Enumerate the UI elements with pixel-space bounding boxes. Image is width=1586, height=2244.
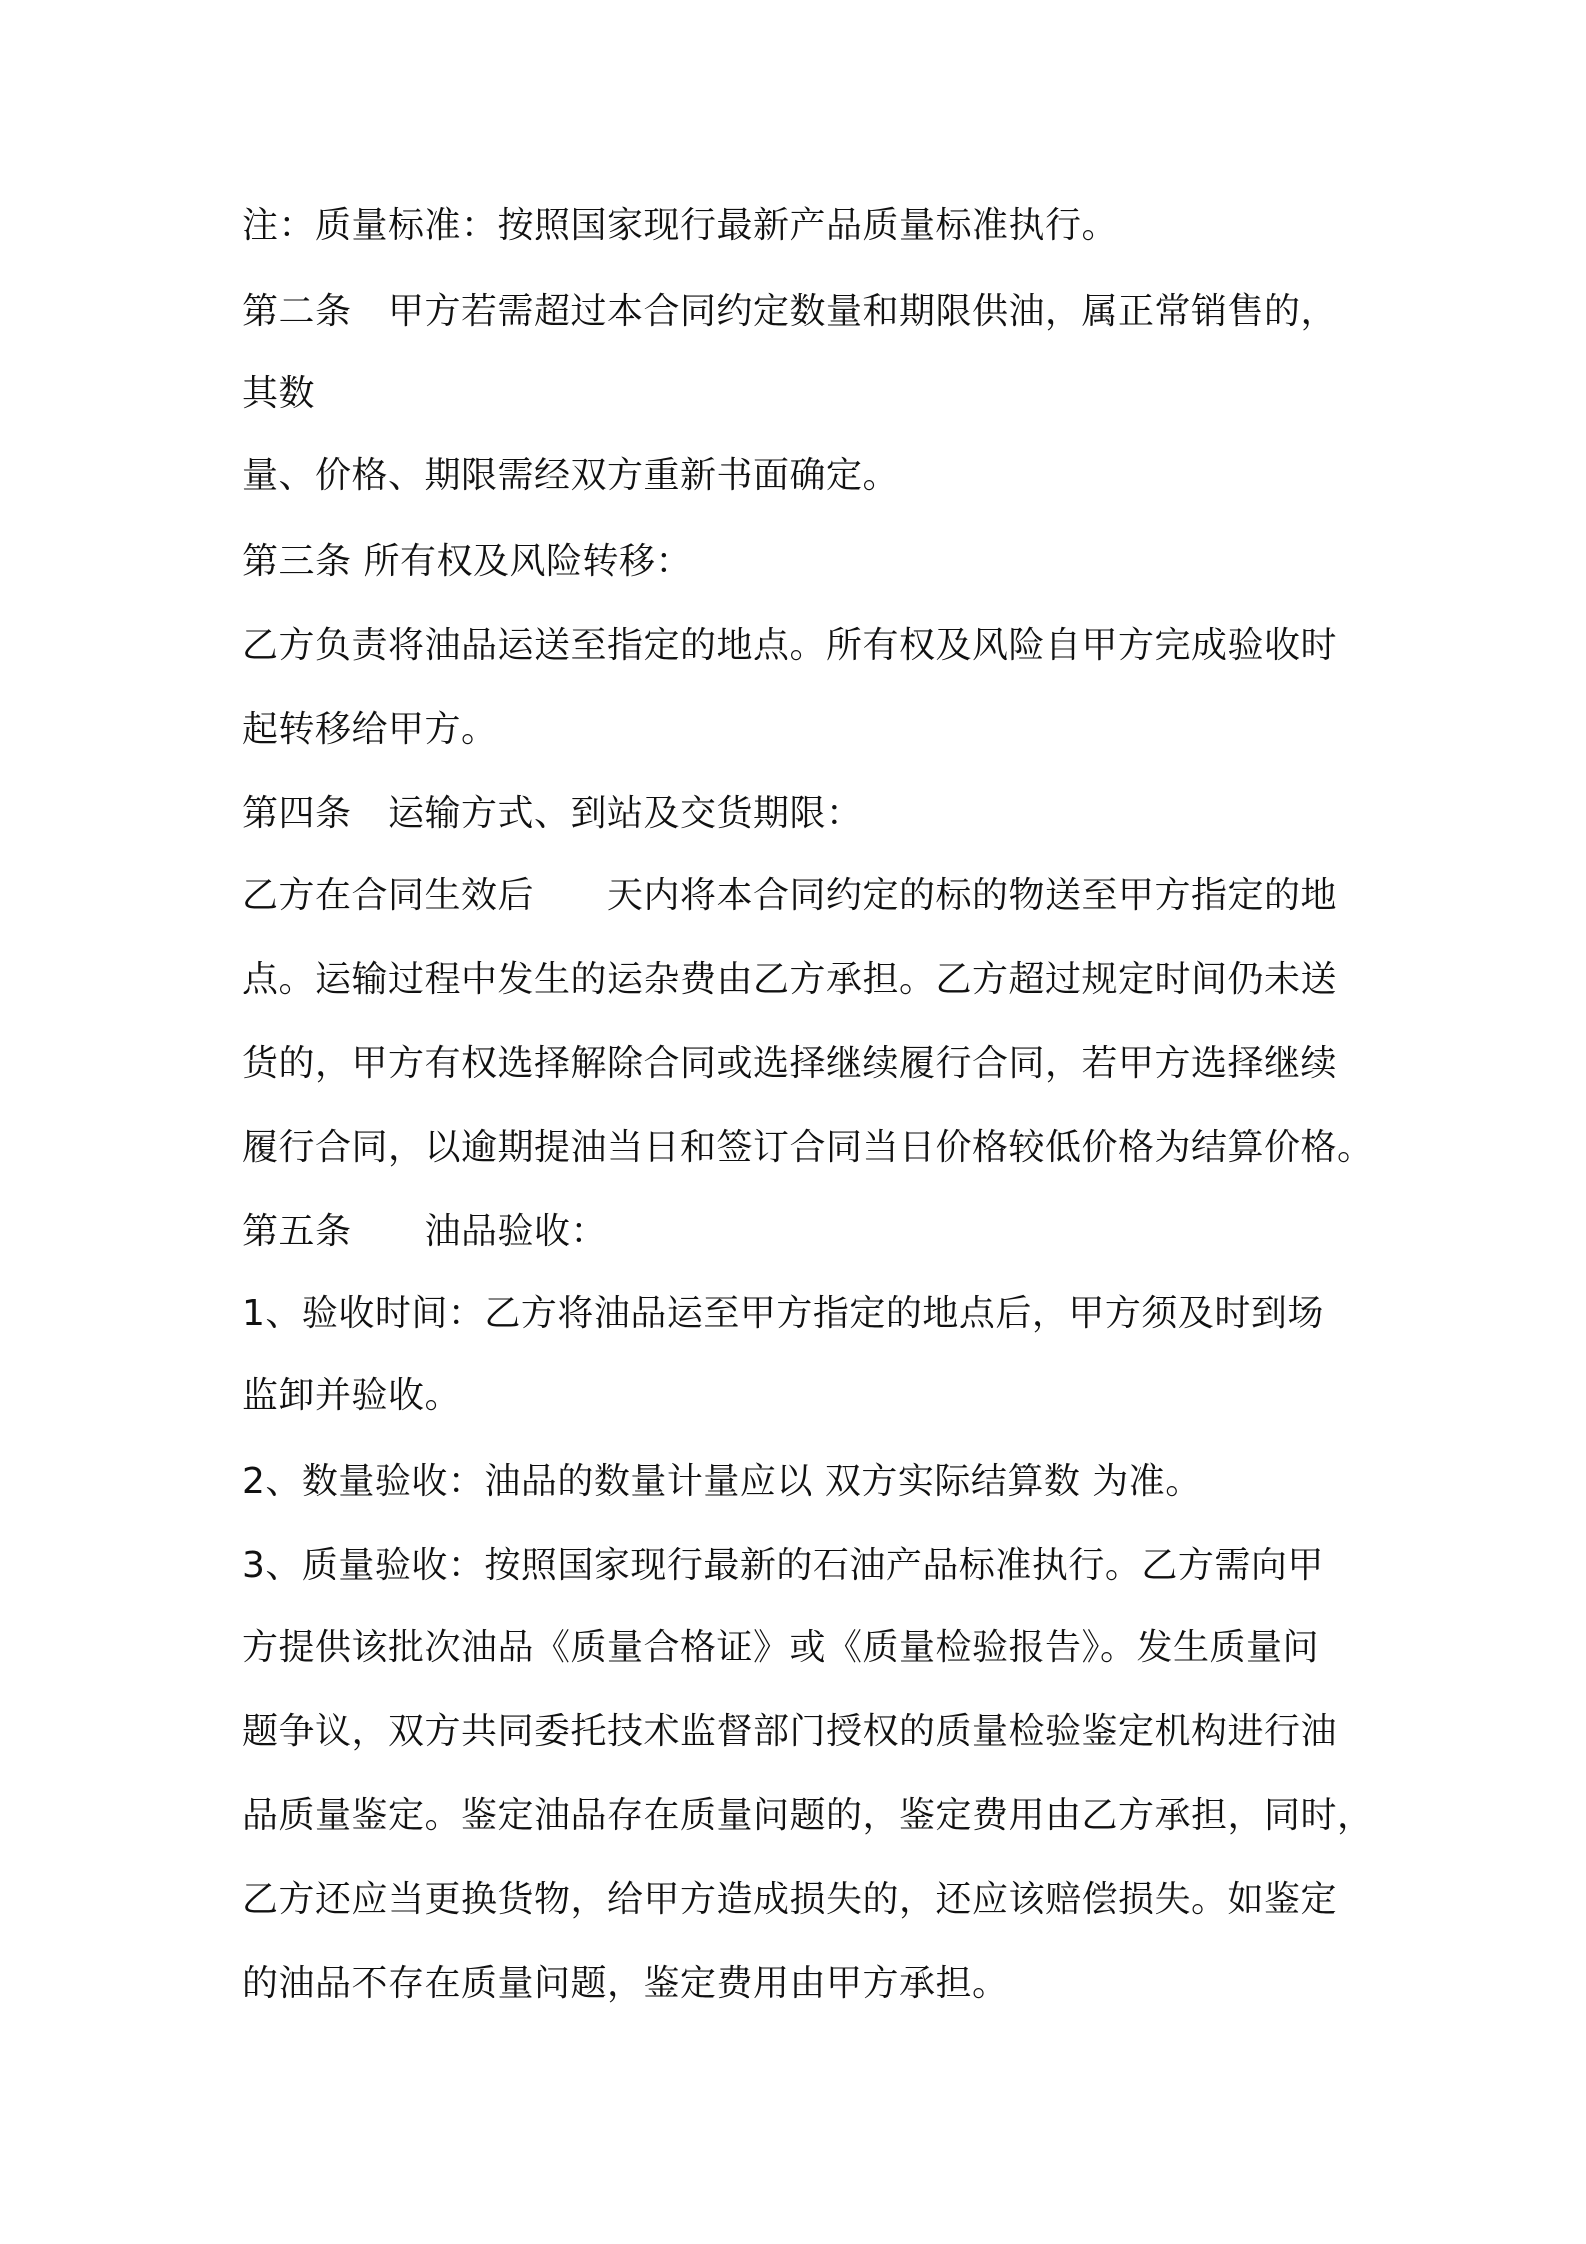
article-4-line-3: 货的，甲方有权选择解除合同或选择继续履行合同，若甲方选择继续 xyxy=(242,1043,1338,1084)
quality-inspection-line-6: 的油品不存在质量问题，鉴定费用由甲方承担。 xyxy=(242,1963,1009,2004)
inspection-time-line-2: 监卸并验收。 xyxy=(242,1375,462,1416)
article-3-heading: 第三条 所有权及风险转移： xyxy=(242,541,692,582)
quality-inspection-line-4: 品质量鉴定。鉴定油品存在质量问题的，鉴定费用由乙方承担，同时， xyxy=(242,1795,1374,1836)
article-3-line-1: 乙方负责将油品运送至指定的地点。所有权及风险自甲方完成验收时 xyxy=(242,625,1338,666)
quality-standard-note: 注：质量标准：按照国家现行最新产品质量标准执行。 xyxy=(242,205,1119,246)
article-2-line-1: 第二条 甲方若需超过本合同约定数量和期限供油，属正常销售的， xyxy=(242,291,1338,332)
article-3-line-2: 起转移给甲方。 xyxy=(242,709,498,750)
article-4-line-4: 履行合同，以逾期提油当日和签订合同当日价格较低价格为结算价格。 xyxy=(242,1127,1374,1168)
inspection-time-line-1: 1、验收时间：乙方将油品运至甲方指定的地点后，甲方须及时到场 xyxy=(242,1293,1324,1334)
quality-inspection-line-1: 3、质量验收：按照国家现行最新的石油产品标准执行。乙方需向甲 xyxy=(242,1545,1324,1586)
quantity-inspection: 2、数量验收：油品的数量计量应以 双方实际结算数 为准。 xyxy=(242,1461,1202,1502)
quality-inspection-line-3: 题争议，双方共同委托技术监督部门授权的质量检验鉴定机构进行油 xyxy=(242,1711,1338,1752)
article-2-line-2: 其数 xyxy=(242,373,316,414)
quality-inspection-line-5: 乙方还应当更换货物，给甲方造成损失的，还应该赔偿损失。如鉴定 xyxy=(242,1879,1338,1920)
article-4-heading: 第四条 运输方式、到站及交货期限： xyxy=(242,793,863,834)
article-4-line-2: 点。运输过程中发生的运杂费由乙方承担。乙方超过规定时间仍未送 xyxy=(242,959,1338,1000)
article-4-line-1: 乙方在合同生效后 天内将本合同约定的标的物送至甲方指定的地 xyxy=(242,875,1338,916)
article-5-heading: 第五条 油品验收： xyxy=(242,1211,608,1252)
article-2-line-3: 量、价格、期限需经双方重新书面确定。 xyxy=(242,455,900,496)
quality-inspection-line-2: 方提供该批次油品《质量合格证》或《质量检验报告》。发生质量问 xyxy=(242,1627,1320,1668)
